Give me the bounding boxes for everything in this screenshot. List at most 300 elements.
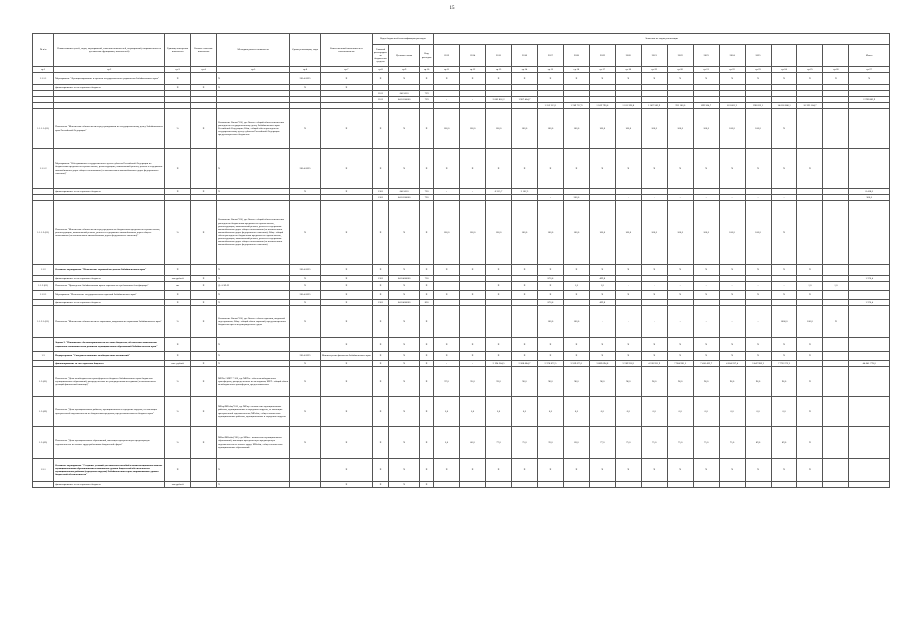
table-cell: 100,0 [434, 109, 460, 149]
table-cell: - [693, 306, 719, 338]
table-cell [460, 282, 486, 291]
table-cell: Х [771, 149, 797, 189]
table-cell: Х [217, 73, 290, 85]
table-cell: Х [372, 367, 389, 397]
table-cell: Х [372, 109, 389, 149]
header-col-base: Базовое значение показателя [191, 34, 217, 67]
table-cell [589, 482, 615, 488]
table-cell: Х [320, 276, 372, 282]
table-cell: Х [217, 291, 290, 300]
table-cell: Х [290, 300, 321, 306]
table-cell: 100,0 [512, 201, 538, 265]
table-cell: Х [419, 482, 433, 488]
table-cell [849, 149, 890, 189]
table-cell: 3 749 918,1 [615, 361, 641, 367]
table-cell: Х [537, 291, 563, 300]
table-cell: Х [290, 282, 321, 291]
table-cell: 97,0 [434, 367, 460, 397]
table-cell: 90,0 [512, 367, 538, 397]
row-name-cell: финансирование за счет краевого бюджета [54, 276, 165, 282]
table-cell: 7 792 273,2 [771, 361, 797, 367]
table-cell [486, 306, 512, 338]
table-cell [797, 201, 823, 265]
table-cell [823, 291, 849, 300]
table-cell: Х [693, 352, 719, 361]
table-cell [823, 201, 849, 265]
table-cell: Х [419, 201, 433, 265]
table-cell: Х [719, 73, 745, 85]
table-cell: Х [419, 352, 433, 361]
table-cell: - [641, 306, 667, 338]
table-cell [849, 482, 890, 488]
table-row [33, 73, 890, 85]
table-cell: Х [217, 189, 290, 195]
table-cell: - [771, 195, 797, 201]
row-number-cell [33, 482, 54, 488]
table-cell: Х [217, 459, 290, 482]
table-cell: 2 376 872,5 [537, 361, 563, 367]
table-cell: Х [165, 73, 191, 85]
row-name-cell: финансирование за счет краевого бюджета [54, 189, 165, 195]
table-cell: Х [589, 338, 615, 352]
table-cell: Х [797, 265, 823, 276]
table-cell: Х [512, 73, 538, 85]
table-cell: 1 370,4 [849, 276, 890, 282]
table-cell: Х [191, 397, 217, 427]
table-cell: Х [589, 459, 615, 482]
table-cell: Х [512, 282, 538, 291]
table-cell: 0,0 [641, 397, 667, 427]
table-cell [823, 427, 849, 459]
table-cell: Х [320, 85, 372, 91]
table-cell: Х [419, 291, 433, 300]
table-cell: Х [372, 149, 389, 189]
header-year-empty [797, 45, 823, 67]
column-number: гр.16 [563, 67, 589, 73]
column-number: гр.13 [486, 67, 512, 73]
table-cell: 100,0 [667, 201, 693, 265]
table-cell: Х [719, 149, 745, 189]
table-cell: Х [460, 73, 486, 85]
table-cell: Х [797, 149, 823, 189]
table-cell [191, 291, 217, 300]
table-cell: 100,0 [537, 306, 563, 338]
row-number-cell: 1.1.1.1.(01) [33, 109, 54, 149]
table-cell: Х [434, 265, 460, 276]
table-cell: Х [389, 265, 420, 276]
table-cell: 96,0 [641, 367, 667, 397]
table-cell: Х [667, 352, 693, 361]
header-year: 2019 [589, 45, 615, 67]
table-cell: Х [460, 149, 486, 189]
table-cell: 100,0 [512, 109, 538, 149]
table-cell: 44 641 778,0 [849, 361, 890, 367]
table-cell [823, 397, 849, 427]
row-name-cell: Показатель "Доля межбюджетных трансфертов из бюджета Забайкальского края бюджетам муниципальных образований, распределенных по утвержденным методикам (за исключением дотаций финансовой помощи)" [54, 367, 165, 397]
table-cell [191, 352, 217, 361]
column-number: гр.15 [537, 67, 563, 73]
table-cell: Х [320, 306, 372, 338]
table-cell [290, 338, 321, 352]
table-cell: Х [771, 338, 797, 352]
table-cell: Х [372, 306, 389, 338]
table-cell: Х [217, 300, 290, 306]
table-cell: Х [165, 85, 191, 91]
table-cell [434, 282, 460, 291]
table-row [33, 459, 890, 482]
header-year-empty [823, 45, 849, 67]
table-cell: 96,0 [693, 367, 719, 397]
table-cell: 96,0 [563, 367, 589, 397]
table-cell: Х [615, 338, 641, 352]
row-name-cell: финансирование за счет краевого бюджета [54, 361, 165, 367]
table-cell: Х [419, 397, 433, 427]
table-cell: 100,0 [460, 109, 486, 149]
table-cell: 2 102,3 [512, 189, 538, 195]
table-cell: 93,0 [486, 367, 512, 397]
table-cell: 69,0 [745, 427, 771, 459]
table-cell: 1101 [372, 91, 389, 97]
table-cell: 763 160,0 [667, 103, 693, 109]
row-name-cell: Показатель "Доля муниципальных образований, имеющих просроченную кредиторскую задолженность по оплате труда работников бюджетной сферы" [54, 427, 165, 459]
table-cell: Х [512, 352, 538, 361]
table-cell [537, 482, 563, 488]
table-cell: Х [320, 265, 372, 276]
table-cell: Х [693, 338, 719, 352]
table-cell: 0,0 [512, 397, 538, 427]
table-cell: Х [563, 149, 589, 189]
table-cell [849, 291, 890, 300]
table-cell: 69,0 [771, 427, 797, 459]
table-cell: Х [667, 291, 693, 300]
column-number: гр.8 [372, 67, 389, 73]
table-cell: Х [615, 265, 641, 276]
table-cell: Х [419, 149, 433, 189]
table-cell: 0,0 [615, 397, 641, 427]
table-cell: 870,6 [537, 276, 563, 282]
table-cell: Х [589, 149, 615, 189]
column-number: гр.25 [797, 67, 823, 73]
table-cell [486, 482, 512, 488]
table-cell: Х [191, 201, 217, 265]
table-cell: Х [434, 352, 460, 361]
table-cell: Х [165, 459, 191, 482]
column-number: гр.26 [823, 67, 849, 73]
table-cell [849, 367, 890, 397]
table-cell [641, 482, 667, 488]
table-cell: 2 082 801,2 [486, 97, 512, 103]
table-cell: 2 268 684,7 [512, 361, 538, 367]
table-cell: 0,0 [771, 397, 797, 427]
table-cell: 1 011 390,8 [615, 103, 641, 109]
table-cell: Х [320, 109, 372, 149]
table-cell: - [615, 282, 641, 291]
table-cell: 100,0 [615, 109, 641, 149]
table-cell: Х [615, 149, 641, 189]
table-cell: 1 169 790,6 [589, 103, 615, 109]
table-cell: 699 304,7 [693, 103, 719, 109]
table-cell: 100,0 [537, 201, 563, 265]
table-cell: Х [290, 109, 321, 149]
table-cell: 10 393 184,7 [797, 103, 823, 109]
table-cell: Х [512, 149, 538, 189]
table-cell [823, 109, 849, 149]
table-cell [745, 482, 771, 488]
table-cell [771, 482, 797, 488]
header-col-total: Итого [849, 45, 890, 67]
table-cell: Х [589, 352, 615, 361]
table-cell: 100,0 [537, 109, 563, 149]
column-number: гр.1 [33, 67, 54, 73]
table-cell [849, 306, 890, 338]
row-number-cell: 1.1.1.1 [33, 73, 54, 85]
table-cell: Х [823, 306, 849, 338]
table-cell [823, 367, 849, 397]
table-cell: 100,0 [434, 201, 460, 265]
header-year: 2013 [434, 45, 460, 67]
table-cell: Х [389, 73, 420, 85]
table-cell: Х [389, 459, 420, 482]
table-cell: Х [537, 149, 563, 189]
table-cell: 75,0 [719, 427, 745, 459]
table-cell: Х [797, 397, 823, 427]
row-name-cell: Показатель "Доля муниципальных районов, муниципальных и городских округов, не имеющих просроченной задолженности по бюджетным кредитам, предоставленным из бюджета края" [54, 397, 165, 427]
table-cell: 499,8 [589, 300, 615, 306]
column-number: гр.14 [512, 67, 538, 73]
table-cell: Х [434, 291, 460, 300]
table-cell [719, 482, 745, 488]
table-cell [797, 109, 823, 149]
table-cell: Х [719, 338, 745, 352]
table-cell: Х [191, 282, 217, 291]
table-cell: % [165, 109, 191, 149]
table-cell: 1101 [372, 97, 389, 103]
table-cell: Х [434, 459, 460, 482]
header-year: 2020 [615, 45, 641, 67]
table-cell: % [165, 306, 191, 338]
table-cell: Д=А М=Н [217, 282, 290, 291]
table-cell: Х [217, 482, 290, 488]
table-cell: Х [719, 459, 745, 482]
table-cell: Х [320, 367, 372, 397]
table-cell: 95,0 [460, 367, 486, 397]
table-cell [290, 459, 321, 482]
column-number: гр.7 [320, 67, 372, 73]
table-cell: Х [165, 352, 191, 361]
table-cell: - [745, 195, 771, 201]
table-cell: Х [389, 149, 420, 189]
table-cell: - [667, 282, 693, 291]
table-cell: Х [693, 73, 719, 85]
table-cell [290, 482, 321, 488]
table-cell: 75,0 [512, 427, 538, 459]
table-cell: Х [641, 265, 667, 276]
table-cell: Х [589, 291, 615, 300]
table-cell: 0,0 [563, 397, 589, 427]
table-cell [823, 482, 849, 488]
table-cell: Х [320, 300, 372, 306]
table-cell: 100,0 [563, 201, 589, 265]
table-cell: Х [290, 427, 321, 459]
column-number: гр.17 [589, 67, 615, 73]
table-cell: Х [191, 306, 217, 338]
table-cell: 100,0 [460, 201, 486, 265]
table-cell: Х [165, 300, 191, 306]
table-cell: 830 [419, 300, 433, 306]
table-cell: Х [745, 291, 771, 300]
row-name-cell: Мероприятие "Обслуживание государственного долга субъекта Российской Федерации по бюджетным кредитам на строительство, реконструкцию, капитальный ремонт, ремонт и содержание автомобильных дорог общего пользования (за исключением автомобильных дорог федерального значения)" [54, 149, 165, 189]
table-cell: Х [191, 367, 217, 397]
header-year: 2017 [537, 45, 563, 67]
table-cell: Х [563, 291, 589, 300]
table-cell: Х [771, 109, 797, 149]
table-cell: Х [165, 291, 191, 300]
table-cell: - [460, 189, 486, 195]
table-cell: 3 539 075,1 [563, 361, 589, 367]
row-name-cell: Показатель "Проведение Забайкальским краем гарантии по требованиям бенефициара" [54, 282, 165, 291]
table-cell [849, 397, 890, 427]
row-number-cell: 1.1.2 [33, 265, 54, 276]
table-cell: Х [460, 265, 486, 276]
table-cell: 75,0 [693, 427, 719, 459]
row-number-cell: 1.3.(01) [33, 367, 54, 397]
table-cell: Х [537, 265, 563, 276]
table-cell: Х [419, 367, 433, 397]
table-cell: Х [372, 338, 389, 352]
table-cell: 96,0 [589, 367, 615, 397]
table-cell: Х [745, 352, 771, 361]
row-name-cell: Показатель "Исполнение обязательств перед гражданами по государственному долгу Забайкальского края Российской Федерации" [54, 109, 165, 149]
table-cell: 2014-2025 [290, 265, 321, 276]
table-cell: Х [320, 361, 372, 367]
row-number-cell: 1.1.1.2 [33, 149, 54, 189]
table-cell: Х [563, 338, 589, 352]
table-cell: Х [486, 73, 512, 85]
header-year: 2016 [512, 45, 538, 67]
table-cell [849, 265, 890, 276]
table-cell: 0,0 [745, 397, 771, 427]
column-number: гр.4 [191, 67, 217, 73]
table-cell: Х [389, 482, 420, 488]
row-name-cell: финансирование за счет краевого бюджета [54, 85, 165, 91]
header-code-group: Коды бюджетной классификации расходов [372, 34, 433, 45]
table-cell: - [745, 306, 771, 338]
table-cell: Х [745, 338, 771, 352]
header-year: 2018 [563, 45, 589, 67]
table-cell: Х [641, 149, 667, 189]
table-cell: Х [771, 291, 797, 300]
table-cell: Х [771, 352, 797, 361]
table-cell [615, 482, 641, 488]
table-cell: Х [693, 265, 719, 276]
column-number: гр.11 [434, 67, 460, 73]
table-cell: % [165, 397, 191, 427]
table-cell: Х [589, 73, 615, 85]
table-cell: тыс.рублей [165, 482, 191, 488]
table-cell: Х [460, 291, 486, 300]
table-cell: Х [165, 189, 191, 195]
table-cell: Х [563, 265, 589, 276]
column-number: гр.19 [641, 67, 667, 73]
table-cell: Х [797, 291, 823, 300]
table-cell: МРпр/МРобщ*100, где МРпр - количество муниципальных районов, муниципальных и городских округов, не имеющих просроченной задолженности; МРобщ - общее количество муниципальных районов, муниципальных и городских округов [217, 397, 290, 427]
table-cell: Х [641, 352, 667, 361]
table-cell: Х [419, 306, 433, 338]
table-cell: Х [165, 265, 191, 276]
table-cell: МОкз/МОобщ*100, где МОкз - количество муниципальных образований, имеющих просроченную кредиторскую задолженность по оплате труда; МОобщ - общее количество муниципальных образований [217, 427, 290, 459]
row-name-cell: Показатель "Исполнение обязательств по гарантиям, выданным по гарантиям Забайкальского края" [54, 306, 165, 338]
table-cell: 1,0 [823, 282, 849, 291]
table-cell: 2 194 264,5 [486, 361, 512, 367]
table-cell: 100,0 [589, 109, 615, 149]
table-cell: Х [460, 459, 486, 482]
table-cell: 96,0 [719, 367, 745, 397]
table-cell: Х [460, 338, 486, 352]
table-cell: Х [320, 459, 372, 482]
table-cell: 0415100000 [389, 195, 420, 201]
table-cell [823, 265, 849, 276]
table-cell [849, 338, 890, 352]
table-cell: 870,6 [537, 300, 563, 306]
table-cell: Х [797, 352, 823, 361]
table-cell: 1 370,4 [849, 300, 890, 306]
table-cell [191, 482, 217, 488]
table-cell: Х [434, 73, 460, 85]
table-cell: Х [191, 300, 217, 306]
row-number-cell: 1.3.(02) [33, 397, 54, 427]
table-cell: 100,0 [486, 109, 512, 149]
table-cell: 729 [419, 91, 433, 97]
table-row [33, 291, 890, 300]
table-cell: 0,0 [693, 397, 719, 427]
table-cell: Х [217, 352, 290, 361]
table-cell: Х [667, 73, 693, 85]
table-cell [191, 338, 217, 352]
table-cell: - [771, 282, 797, 291]
table-row [33, 149, 890, 189]
table-cell [667, 482, 693, 488]
table-row [33, 482, 890, 488]
table-cell: Х [372, 265, 389, 276]
table-cell: 0,0 [537, 397, 563, 427]
table-cell: Х [191, 361, 217, 367]
table-cell: 60,0 [460, 427, 486, 459]
table-cell: Х [771, 459, 797, 482]
table-cell: 100,0 [693, 109, 719, 149]
table-cell [434, 306, 460, 338]
header-col-resp: Ответственный исполнитель и соисполнители [320, 34, 372, 67]
table-cell: 100,0 [641, 201, 667, 265]
header-col-method: Методика расчета показателя [217, 34, 290, 67]
table-cell: - [460, 361, 486, 367]
table-cell: 100,0 [719, 201, 745, 265]
table-cell: 1,0 [589, 282, 615, 291]
column-number: гр.6 [290, 67, 321, 73]
table-cell: 100,0 [615, 201, 641, 265]
table-cell: Х [797, 367, 823, 397]
table-cell: - [537, 195, 563, 201]
row-name-cell: Показатель "Исполнение обязательств перед кредитом по бюджетным кредитам на строительство, реконструкцию, капитальный ремонт, ремонт и содержание автомобильных дорог общего пользования (за исключением автомобильных дорог федерального значения)" [54, 201, 165, 265]
table-cell: Х [217, 338, 290, 352]
table-cell: Х [191, 189, 217, 195]
table-cell: Х [372, 361, 389, 367]
table-cell: Х [290, 201, 321, 265]
table-cell: - [615, 195, 641, 201]
table-cell: Х [771, 201, 797, 265]
header-col-name: Наименование целей, задач, мероприятий, значения показателей, мероприятий, направленных на достижение функциями, показателей) [54, 34, 165, 67]
table-cell: Отношение Оплач*100, где Оплач - объем гарантии, выданной под гарантию; Общ - общий объем гарантий, предусмотренных бюджетом края и подтвержденных судом [217, 306, 290, 338]
table-cell: Х [372, 459, 389, 482]
